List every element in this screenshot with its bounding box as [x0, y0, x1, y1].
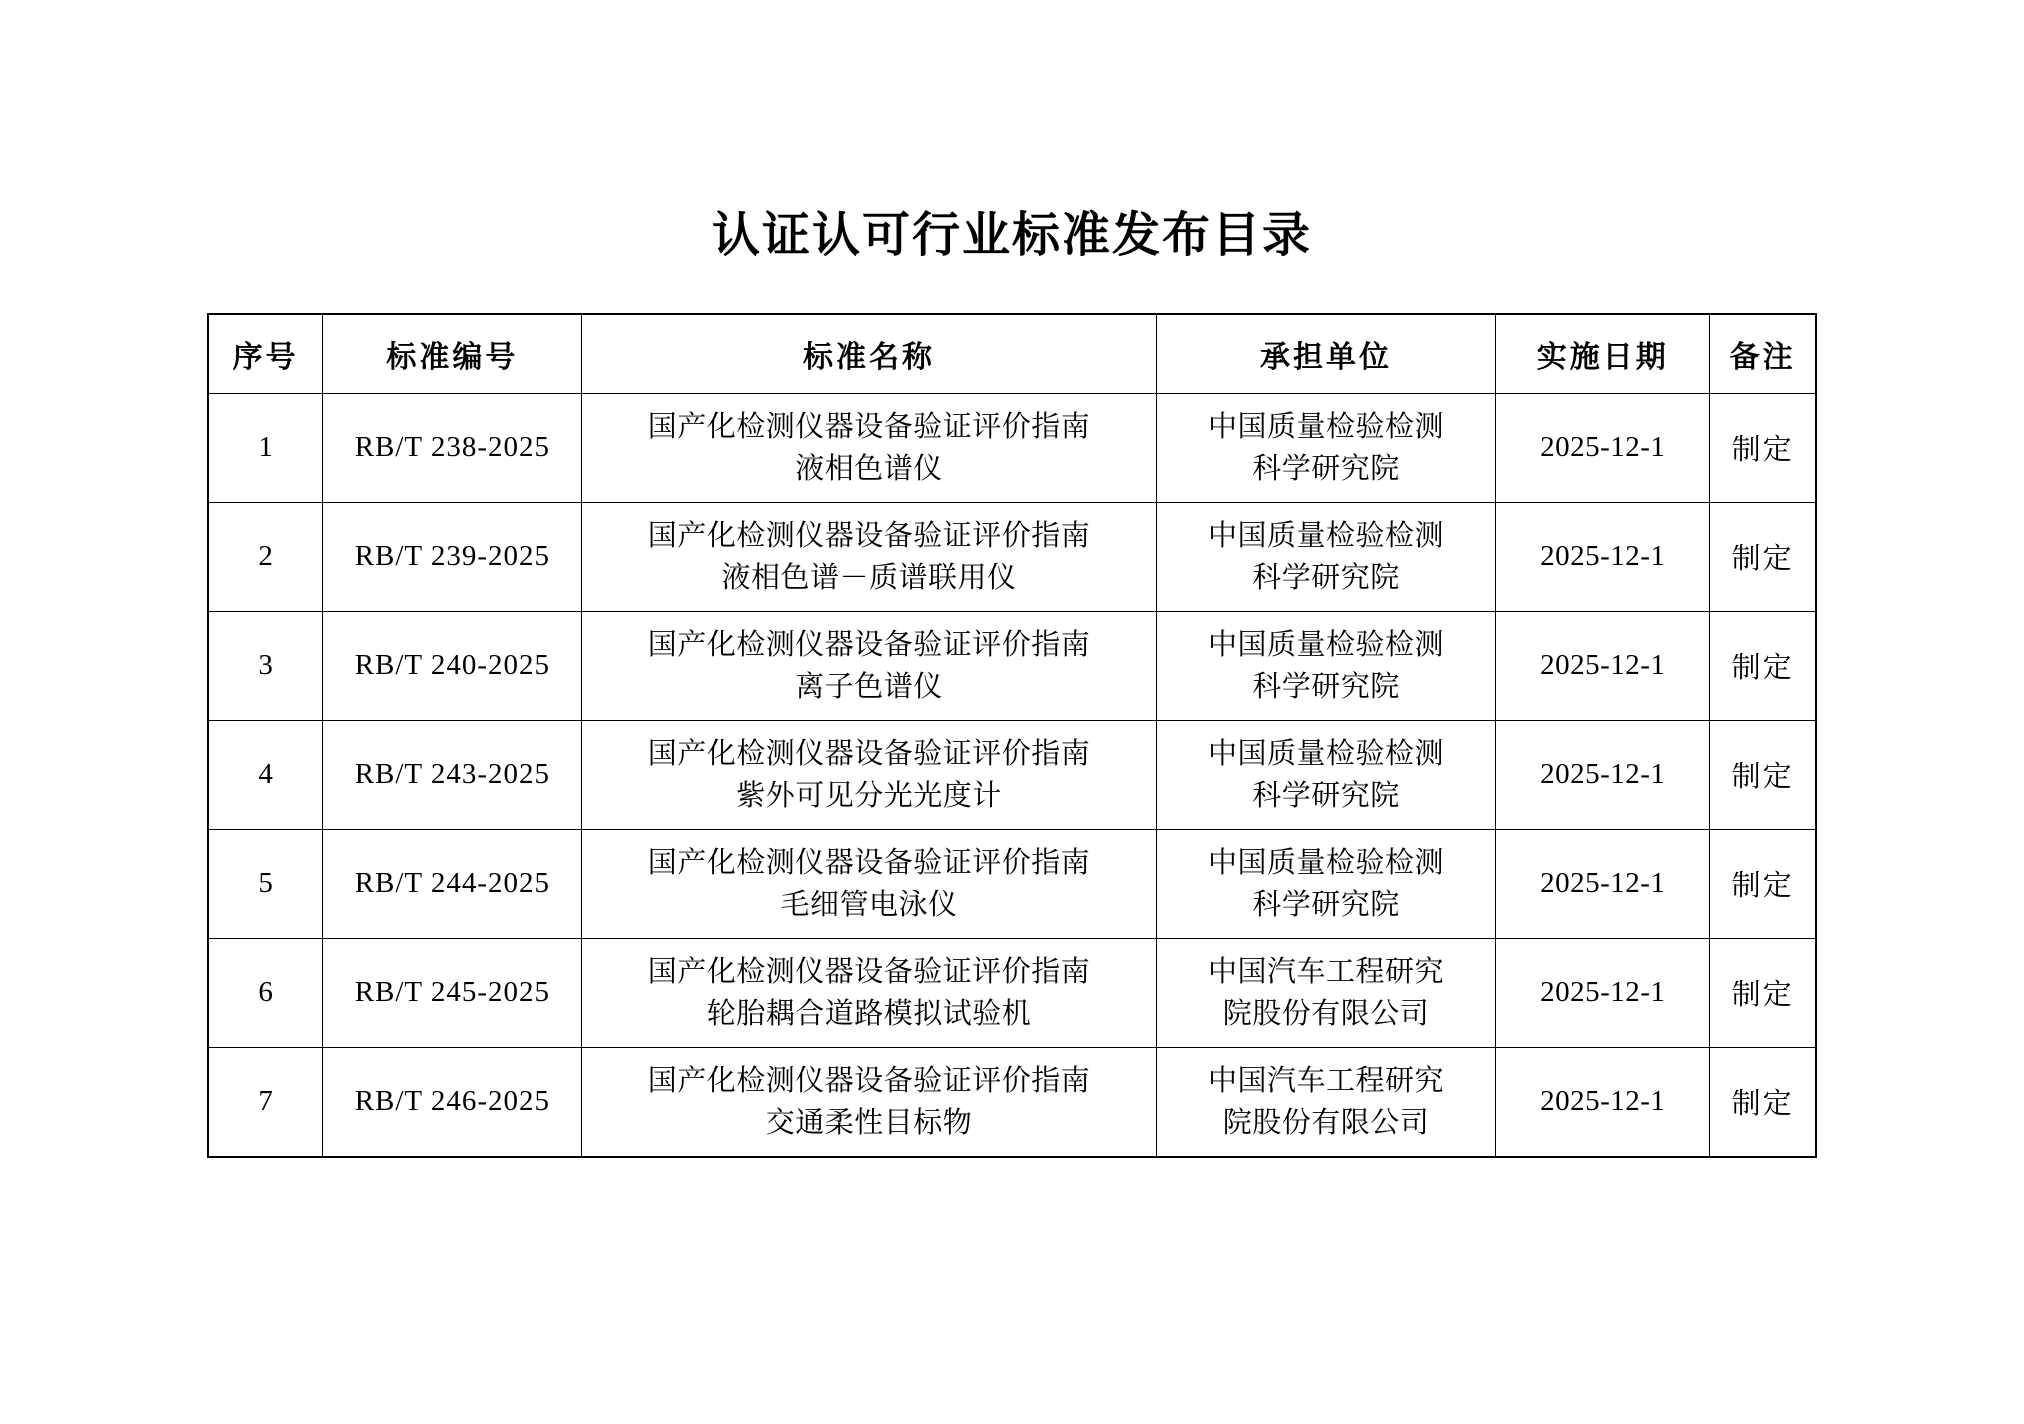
table-row — [208, 502, 1816, 611]
cell-org — [1156, 393, 1496, 502]
column-header-remark: 备注 — [1710, 314, 1816, 394]
cell-org-line2: 院股份有限公司 — [1222, 1106, 1430, 1139]
cell-name-line2: 交通柔性目标物 — [765, 1106, 973, 1139]
cell-org-line2: 院股份有限公司 — [1222, 997, 1430, 1030]
cell-org-line2: 科学研究院 — [1252, 670, 1400, 703]
cell-name-line2: 紫外可见分光光度计 — [736, 779, 1002, 812]
cell-name-line1: 国产化检测仪器设备验证评价指南 — [647, 955, 1091, 988]
cell-org — [1156, 720, 1496, 829]
table-header — [208, 314, 1816, 394]
table-row — [208, 611, 1816, 720]
column-header-name: 标准名称 — [582, 314, 1156, 394]
cell-remark: 制定 — [1710, 611, 1816, 720]
cell-org-line1: 中国质量检验检测 — [1207, 628, 1444, 661]
standards-table — [207, 313, 1817, 1158]
cell-org — [1156, 611, 1496, 720]
cell-code: RB/T 239-2025 — [323, 502, 582, 611]
cell-no: 5 — [208, 829, 323, 938]
cell-org — [1156, 938, 1496, 1047]
cell-remark: 制定 — [1710, 720, 1816, 829]
cell-no: 4 — [208, 720, 323, 829]
cell-no: 2 — [208, 502, 323, 611]
cell-name-line2: 轮胎耦合道路模拟试验机 — [706, 997, 1032, 1030]
table-row — [208, 720, 1816, 829]
cell-name-line2: 液相色谱－质谱联用仪 — [721, 561, 1017, 594]
cell-org-line1: 中国质量检验检测 — [1207, 737, 1444, 770]
table-body — [208, 393, 1816, 1157]
cell-remark: 制定 — [1710, 1047, 1816, 1157]
cell-remark: 制定 — [1710, 502, 1816, 611]
cell-org-line2: 科学研究院 — [1252, 561, 1400, 594]
cell-name — [582, 938, 1156, 1047]
cell-remark: 制定 — [1710, 393, 1816, 502]
cell-org-line2: 科学研究院 — [1252, 888, 1400, 921]
cell-date: 2025-12-1 — [1496, 829, 1710, 938]
cell-org-line1: 中国质量检验检测 — [1207, 410, 1444, 443]
cell-name — [582, 720, 1156, 829]
cell-remark: 制定 — [1710, 829, 1816, 938]
cell-org-line2: 科学研究院 — [1252, 779, 1400, 812]
cell-name-line2: 液相色谱仪 — [795, 452, 943, 485]
cell-name — [582, 829, 1156, 938]
cell-org-line1: 中国汽车工程研究 — [1207, 1064, 1444, 1097]
cell-remark: 制定 — [1710, 938, 1816, 1047]
cell-date: 2025-12-1 — [1496, 720, 1710, 829]
column-header-date: 实施日期 — [1496, 314, 1710, 394]
table-row — [208, 1047, 1816, 1157]
cell-date: 2025-12-1 — [1496, 1047, 1710, 1157]
cell-date: 2025-12-1 — [1496, 393, 1710, 502]
cell-name-line2: 毛细管电泳仪 — [780, 888, 958, 921]
table-row — [208, 393, 1816, 502]
cell-code: RB/T 240-2025 — [323, 611, 582, 720]
cell-date: 2025-12-1 — [1496, 611, 1710, 720]
cell-name-line1: 国产化检测仪器设备验证评价指南 — [647, 1064, 1091, 1097]
cell-code: RB/T 246-2025 — [323, 1047, 582, 1157]
cell-code: RB/T 238-2025 — [323, 393, 582, 502]
cell-name-line1: 国产化检测仪器设备验证评价指南 — [647, 846, 1091, 879]
table-row — [208, 938, 1816, 1047]
cell-no: 6 — [208, 938, 323, 1047]
cell-name — [582, 611, 1156, 720]
cell-no: 1 — [208, 393, 323, 502]
cell-name-line2: 离子色谱仪 — [795, 670, 943, 703]
cell-no: 3 — [208, 611, 323, 720]
column-header-no: 序号 — [208, 314, 323, 394]
cell-no: 7 — [208, 1047, 323, 1157]
cell-name — [582, 393, 1156, 502]
cell-org — [1156, 1047, 1496, 1157]
cell-code: RB/T 245-2025 — [323, 938, 582, 1047]
table-row — [208, 829, 1816, 938]
standards-table-container — [207, 263, 1817, 1158]
table-header-row — [208, 314, 1816, 394]
cell-org-line2: 科学研究院 — [1252, 452, 1400, 485]
cell-name — [582, 502, 1156, 611]
cell-org — [1156, 502, 1496, 611]
cell-date: 2025-12-1 — [1496, 938, 1710, 1047]
cell-org — [1156, 829, 1496, 938]
cell-name-line1: 国产化检测仪器设备验证评价指南 — [647, 410, 1091, 443]
cell-org-line1: 中国质量检验检测 — [1207, 519, 1444, 552]
cell-name-line1: 国产化检测仪器设备验证评价指南 — [647, 737, 1091, 770]
cell-name-line1: 国产化检测仪器设备验证评价指南 — [647, 628, 1091, 661]
cell-name — [582, 1047, 1156, 1157]
column-header-code: 标准编号 — [323, 314, 582, 394]
cell-org-line1: 中国质量检验检测 — [1207, 846, 1444, 879]
column-header-org: 承担单位 — [1156, 314, 1496, 394]
cell-name-line1: 国产化检测仪器设备验证评价指南 — [647, 519, 1091, 552]
cell-date: 2025-12-1 — [1496, 502, 1710, 611]
page-title: 认证认可行业标准发布目录 — [711, 209, 1312, 262]
cell-org-line1: 中国汽车工程研究 — [1207, 955, 1444, 988]
cell-code: RB/T 244-2025 — [323, 829, 582, 938]
cell-code: RB/T 243-2025 — [323, 720, 582, 829]
